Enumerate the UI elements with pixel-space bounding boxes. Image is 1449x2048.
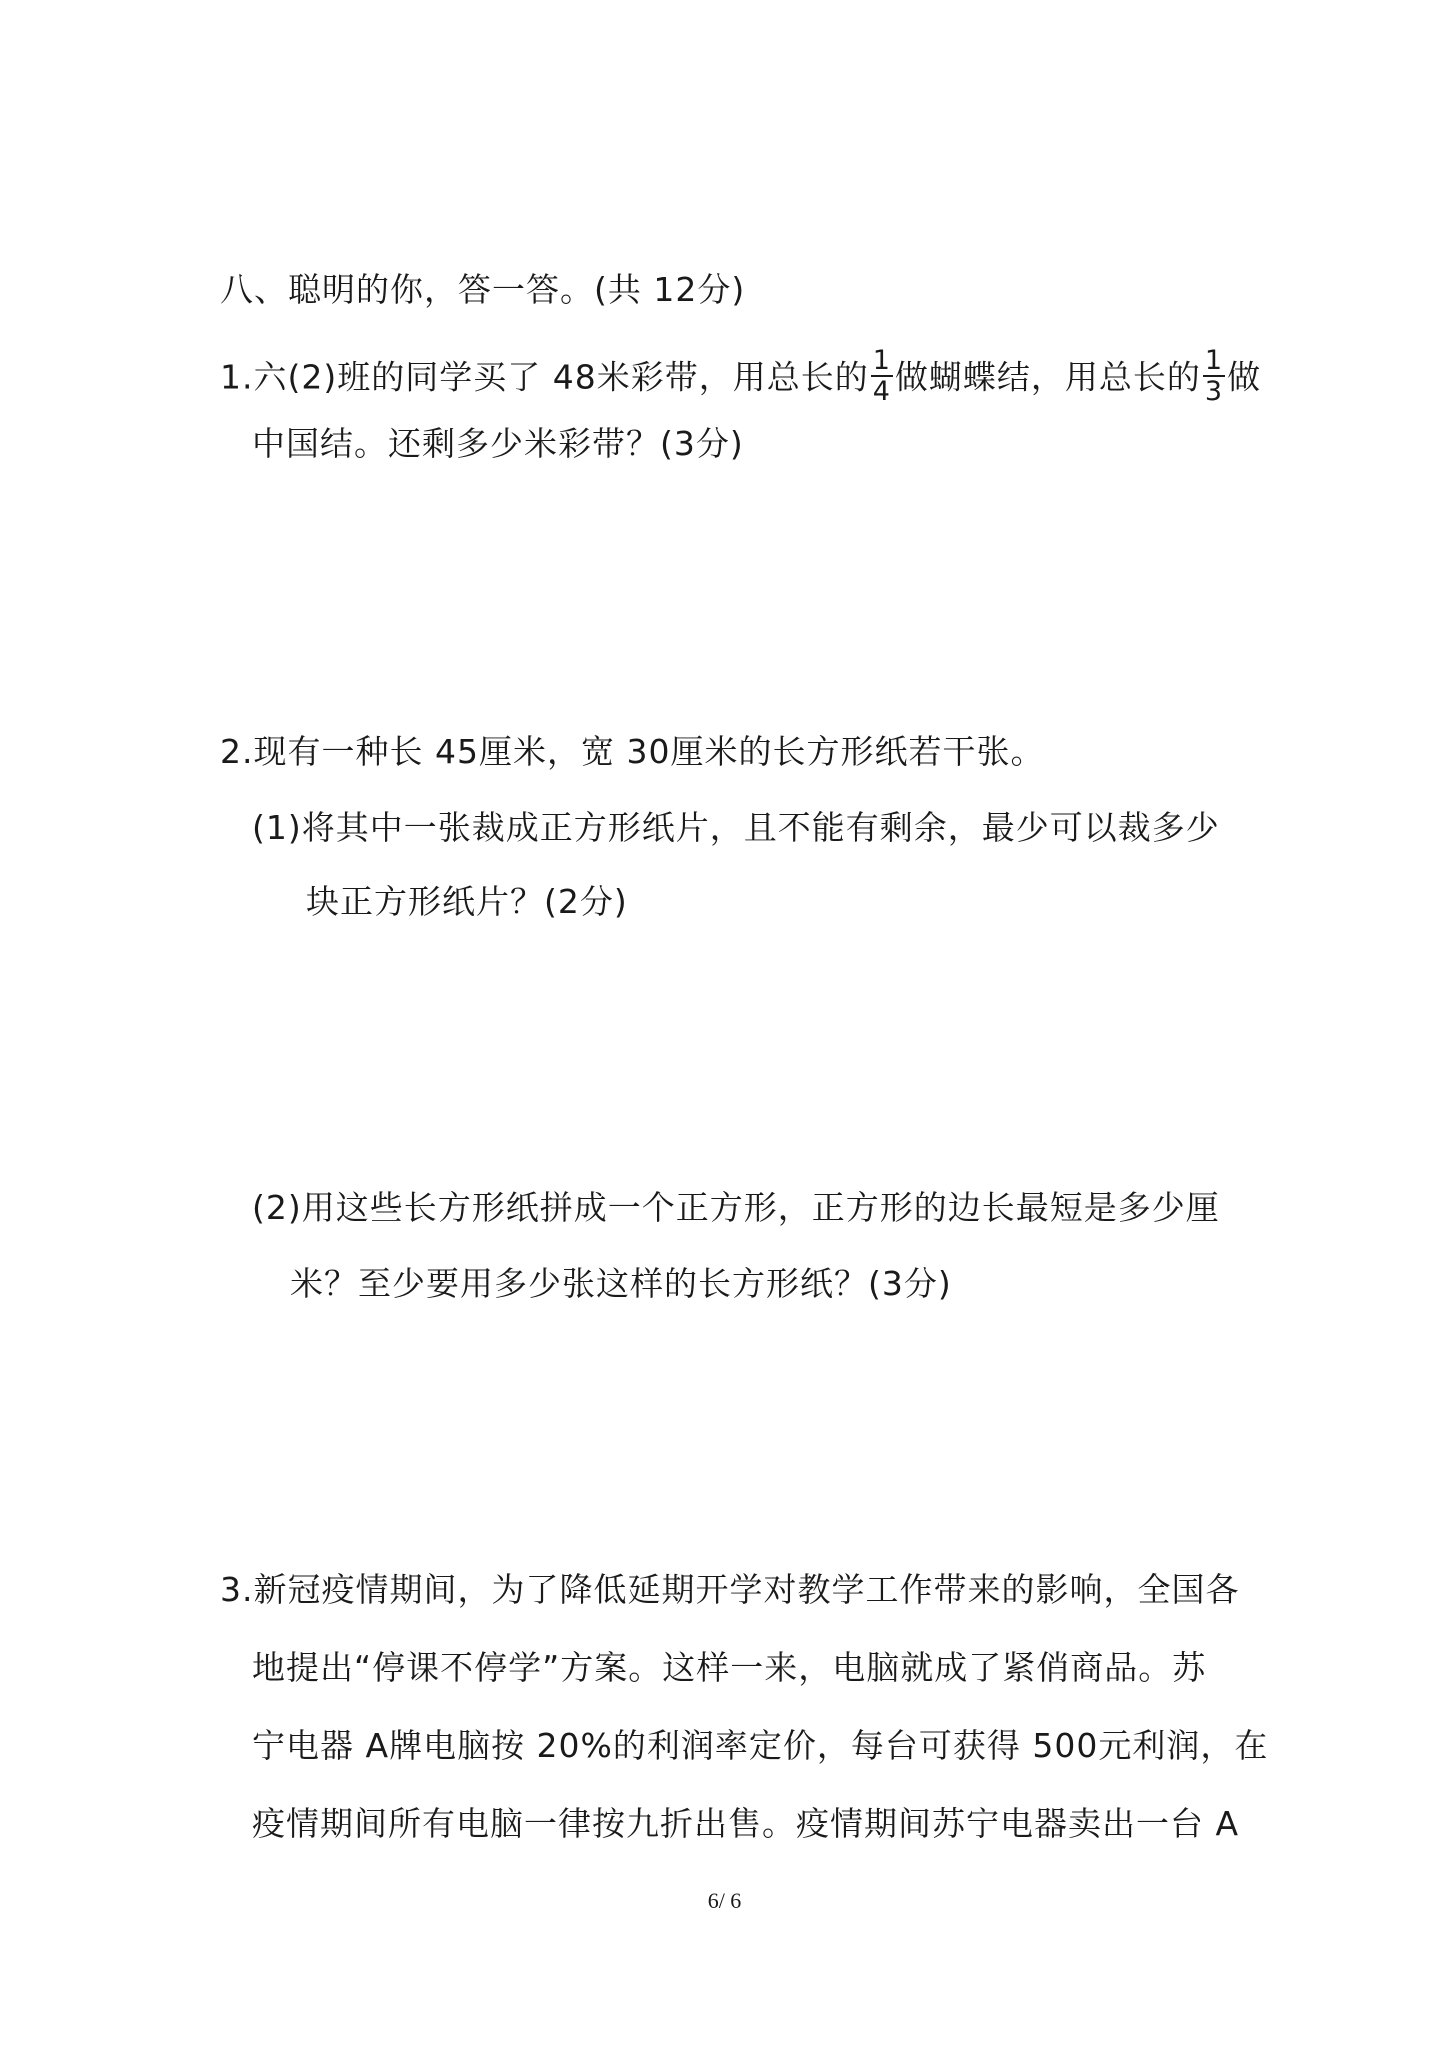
question-1-text-a: 1.六(2)班的同学买了 48米彩带，用总长的	[220, 357, 869, 397]
question-2-part-2-line-2: 米？至少要用多少张这样的长方形纸？(3分)	[290, 1264, 952, 1303]
fraction-denominator: 3	[1204, 376, 1224, 407]
question-2-part-1-line-2: 块正方形纸片？(2分)	[306, 882, 628, 921]
question-1-text-b: 做蝴蝶结，用总长的	[894, 357, 1201, 397]
page-number: 6/ 6	[707, 1888, 742, 1913]
question-2-intro: 2.现有一种长 45厘米，宽 30厘米的长方形纸若干张。	[220, 732, 1045, 771]
question-2-part-1-line-1: (1)将其中一张裁成正方形纸片，且不能有剩余，最少可以裁多少	[252, 808, 1220, 847]
question-3-line-2: 地提出“停课不停学”方案。这样一来，电脑就成了紧俏商品。苏	[252, 1648, 1207, 1687]
question-1-line-1	[220, 345, 1262, 408]
question-3-line-1: 3.新冠疫情期间，为了降低延期开学对教学工作带来的影响，全国各	[220, 1570, 1240, 1609]
question-3-line-3: 宁电器 A牌电脑按 20%的利润率定价，每台可获得 500元利润，在	[252, 1726, 1269, 1765]
question-2-part-2-line-1: (2)用这些长方形纸拼成一个正方形，正方形的边长最短是多少厘	[252, 1188, 1220, 1227]
question-1-text-c: 做	[1227, 357, 1262, 397]
fraction-one-quarter	[871, 347, 893, 405]
fraction-numerator: 1	[1204, 345, 1224, 376]
question-1-line-2: 中国结。还剩多少米彩带？(3分)	[252, 424, 744, 463]
fraction-denominator: 4	[872, 376, 891, 407]
fraction-numerator: 1	[872, 345, 891, 376]
fraction-one-third	[1203, 347, 1225, 405]
section-heading: 八、聪明的你，答一答。(共 12分)	[220, 270, 746, 309]
question-3-line-4: 疫情期间所有电脑一律按九折出售。疫情期间苏宁电器卖出一台 A	[252, 1804, 1240, 1843]
